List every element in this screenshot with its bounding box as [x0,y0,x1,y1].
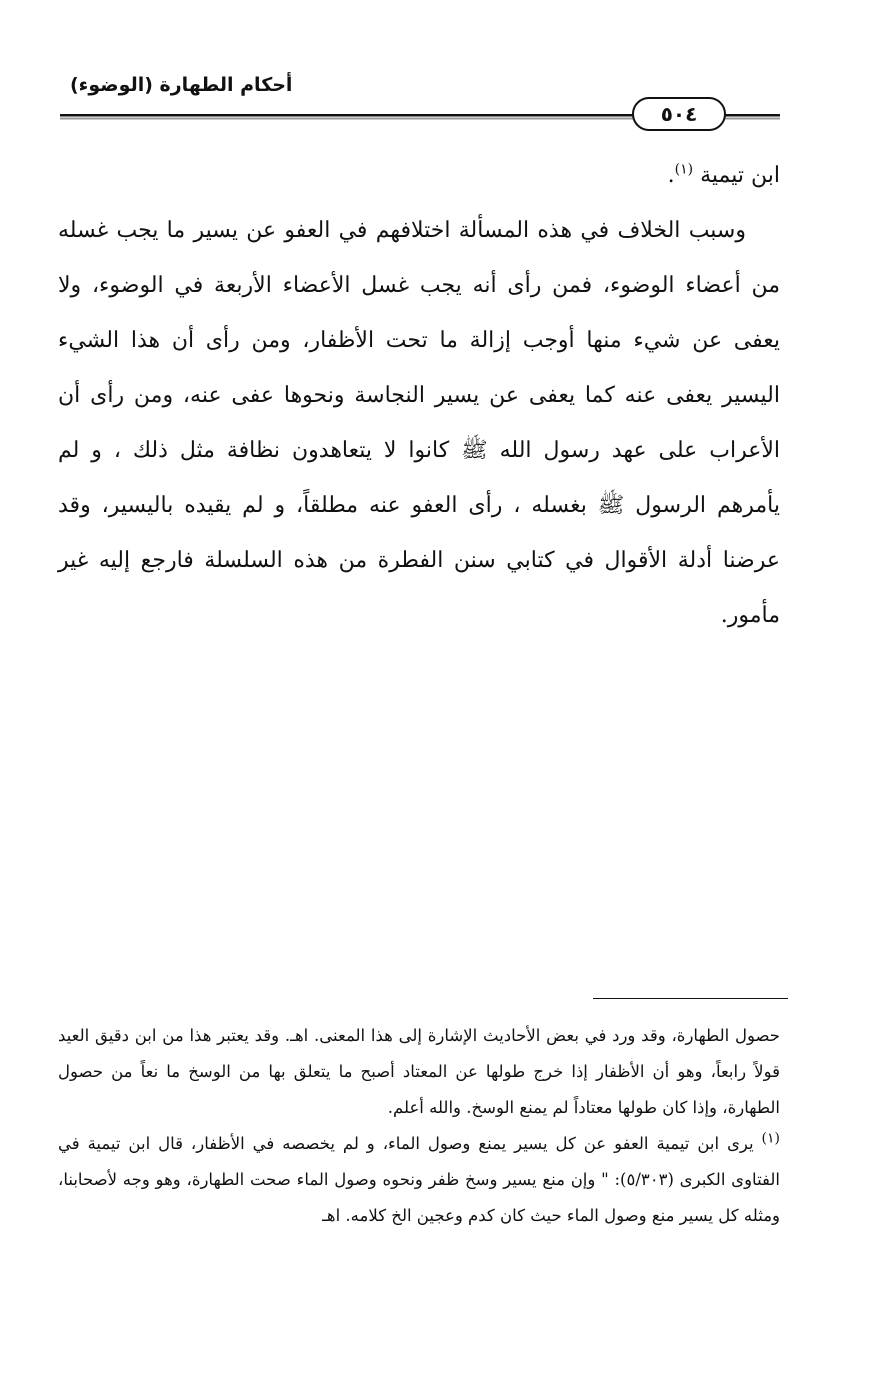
footnote-1-marker: (١) [761,1130,780,1147]
paragraph-1-end: . [667,163,675,188]
footnote-ref-1: (١) [674,161,694,178]
page-header [60,60,780,130]
footnote-separator [593,998,788,999]
main-text [58,148,780,643]
page-number: ٥٠٤ [632,97,726,131]
paragraph-1-text: ابن تيمية [700,163,780,188]
paragraph-1 [58,148,780,203]
footnotes [58,1018,780,1234]
footnote-1 [58,1126,780,1234]
footnote-1-text: يرى ابن تيمية العفو عن كل يسير يمنع وصول الماء، و لم يخصصه في الأظفار، قال ابن تيمية في الفتاوى الكبرى (٥/٣٠٣): " وإن منع يسير وسخ ظفر ونحوه وصول الماء صحت الطهارة، وهو وجه لأصحابنا، ومثله كل يسير منع وصول الماء حيث كان كدم وعجين الخ كلامه. اهـ [58,1134,780,1225]
paragraph-2: وسبب الخلاف في هذه المسألة اختلافهم في العفو عن يسير ما يجب غسله من أعضاء الوضوء، فمن رأى أنه يجب غسل الأعضاء الأربعة في الوضوء، ولا يعفى عن شيء منها أوجب إزالة ما تحت الأظفار، ومن رأى أن هذا الشيء اليسير يعفى عنه كما يعفى عن يسير النجاسة ونحوها عفى عنه، ومن رأى أن الأعراب على عهد رسول الله ﷺ كانوا لا يتعاهدون نظافة مثل ذلك ، و لم يأمرهم الرسول ﷺ بغسله ، رأى العفو عنه مطلقاً، و لم يقيده باليسير، وقد عرضنا أدلة الأقوال في كتابي سنن الفطرة من هذه السلسلة فارجع إليه غير مأمور. [58,218,780,628]
running-title: أحكام الطهارة (الوضوء) [70,74,293,96]
footnote-continued: حصول الطهارة، وقد ورد في بعض الأحاديث الإشارة إلى هذا المعنى. اهـ. وقد يعتبر هذا من ابن دقيق العيد قولاً رابعاً، وهو أن الأظفار إذا خرج طولها عن المعتاد أصبح ما يتعلق بها من الوسخ ما نعاً من حصول الطهارة، وإذا كان طولها معتاداً لم يمنع الوسخ. والله أعلم. [58,1026,780,1117]
